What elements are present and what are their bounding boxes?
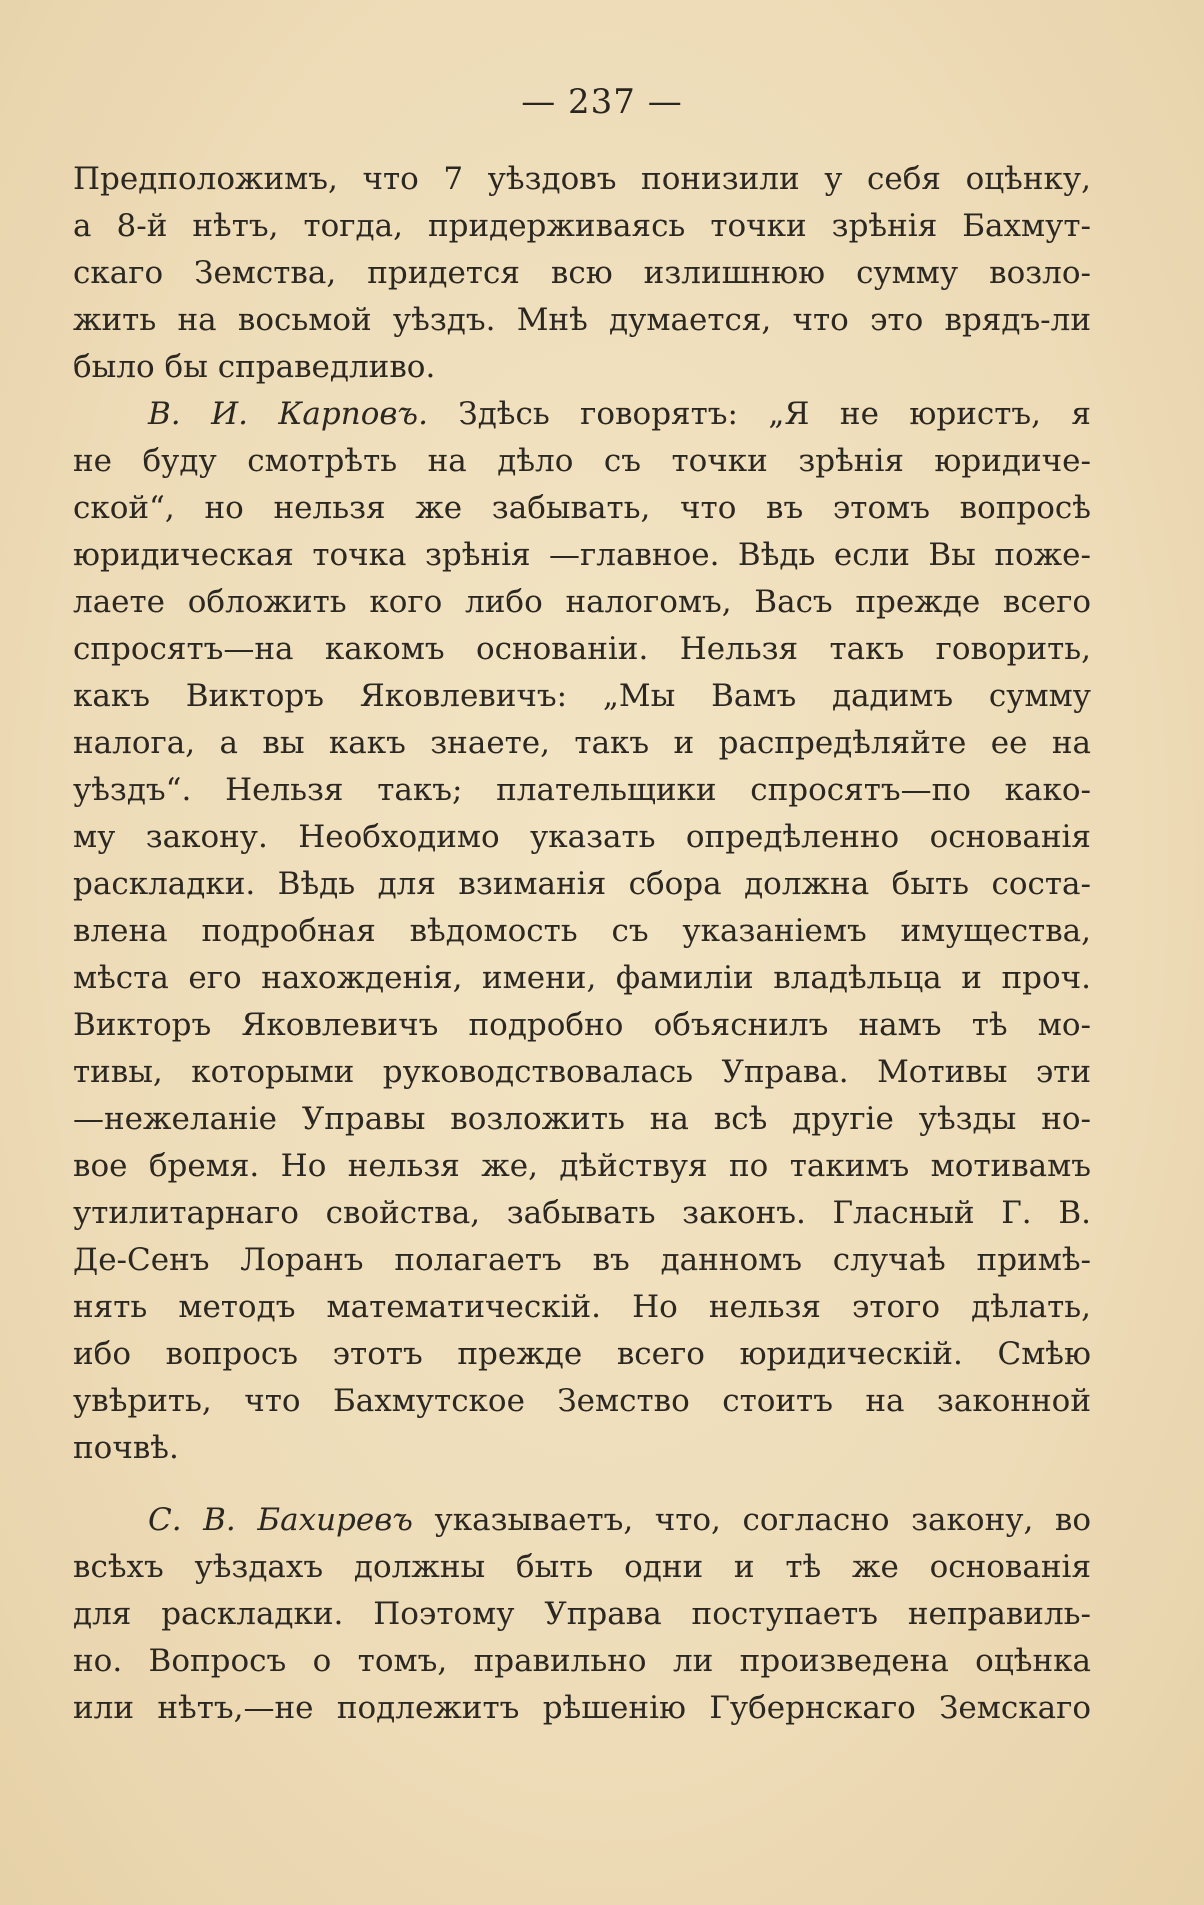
- text-line: скаго Земства, придется всю излишнюю сумму возло-: [73, 255, 1091, 291]
- paragraph: [73, 391, 1091, 1472]
- text-segment: указываетъ, что, согласно закону, во: [412, 1502, 1091, 1538]
- text-line: ской“, но нельзя же забывать, что въ этомъ вопросѣ: [73, 490, 1091, 526]
- paragraph: [73, 156, 1091, 391]
- text-line: Предположимъ, что 7 уѣздовъ понизили у себя оцѣнку,: [73, 161, 1091, 197]
- text-line: какъ Викторъ Яковлевичъ: „Мы Вамъ дадимъ сумму: [73, 678, 1091, 714]
- text-line: уѣздъ“. Нельзя такъ; плательщики спросятъ—по како-: [73, 772, 1091, 808]
- text-segment: Здѣсь говорятъ: „Я не юристъ, я: [427, 396, 1091, 432]
- text-line: почвѣ.: [73, 1430, 179, 1466]
- text-line: было бы справедливо.: [73, 349, 436, 385]
- text-line: всѣхъ уѣздахъ должны быть одни и тѣ же основанія: [73, 1549, 1091, 1585]
- text-line: Де-Сенъ Лоранъ полагаетъ въ данномъ случаѣ примѣ-: [73, 1242, 1091, 1278]
- text-line: не буду смотрѣть на дѣло съ точки зрѣнія юридиче-: [73, 443, 1091, 479]
- text-line: лаете обложить кого либо налогомъ, Васъ прежде всего: [73, 584, 1091, 620]
- text-line: Викторъ Яковлевичъ подробно объяснилъ намъ тѣ мо-: [73, 1007, 1091, 1043]
- text-line: влена подробная вѣдомость съ указаніемъ имущества,: [73, 913, 1091, 949]
- text-line: для раскладки. Поэтому Управа поступаетъ неправиль-: [73, 1596, 1091, 1632]
- text-line: увѣрить, что Бахмутское Земство стоитъ на законной: [73, 1383, 1091, 1419]
- page-number: — 237 —: [521, 82, 683, 122]
- paragraph-gap: [73, 1472, 1091, 1497]
- page-body: [73, 156, 1091, 1732]
- text-line: [73, 391, 1091, 438]
- text-line: а 8-й нѣтъ, тогда, придерживаясь точки зрѣнія Бахмут-: [73, 208, 1091, 244]
- text-line: утилитарнаго свойства, забывать законъ. Гласный Г. В.: [73, 1195, 1091, 1231]
- text-line: тивы, которыми руководствовалась Управа. Мотивы эти: [73, 1054, 1091, 1090]
- text-line: вое бремя. Но нельзя же, дѣйствуя по такимъ мотивамъ: [73, 1148, 1091, 1184]
- text-line: ибо вопросъ этотъ прежде всего юридическій. Смѣю: [73, 1336, 1091, 1372]
- text-line: юридическая точка зрѣнія —главное. Вѣдь если Вы поже-: [73, 537, 1091, 573]
- text-line: раскладки. Вѣдь для взиманія сбора должна быть соста-: [73, 866, 1091, 902]
- text-line: му закону. Необходимо указать опредѣленно основанія: [73, 819, 1091, 855]
- text-line: [73, 1497, 1091, 1544]
- paragraph: [73, 1497, 1091, 1732]
- text-line: жить на восьмой уѣздъ. Мнѣ думается, что это врядъ-ли: [73, 302, 1091, 338]
- text-line: но. Вопросъ о томъ, правильно ли произведена оцѣнка: [73, 1643, 1091, 1679]
- text-line: —нежеланіе Управы возложить на всѣ другіе уѣзды но-: [73, 1101, 1091, 1137]
- speaker-name: С. В. Бахиревъ: [148, 1502, 413, 1538]
- text-line: налога, а вы какъ знаете, такъ и распредѣляйте ее на: [73, 725, 1091, 761]
- text-line: нять методъ математическій. Но нельзя этого дѣлать,: [73, 1289, 1091, 1325]
- text-line: спросятъ—на какомъ основаніи. Нельзя такъ говорить,: [73, 631, 1091, 667]
- speaker-name: В. И. Карповъ.: [148, 396, 428, 432]
- text-line: мѣста его нахожденія, имени, фамиліи владѣльца и проч.: [73, 960, 1091, 996]
- text-line: или нѣтъ,—не подлежитъ рѣшенію Губернскаго Земскаго: [73, 1690, 1091, 1726]
